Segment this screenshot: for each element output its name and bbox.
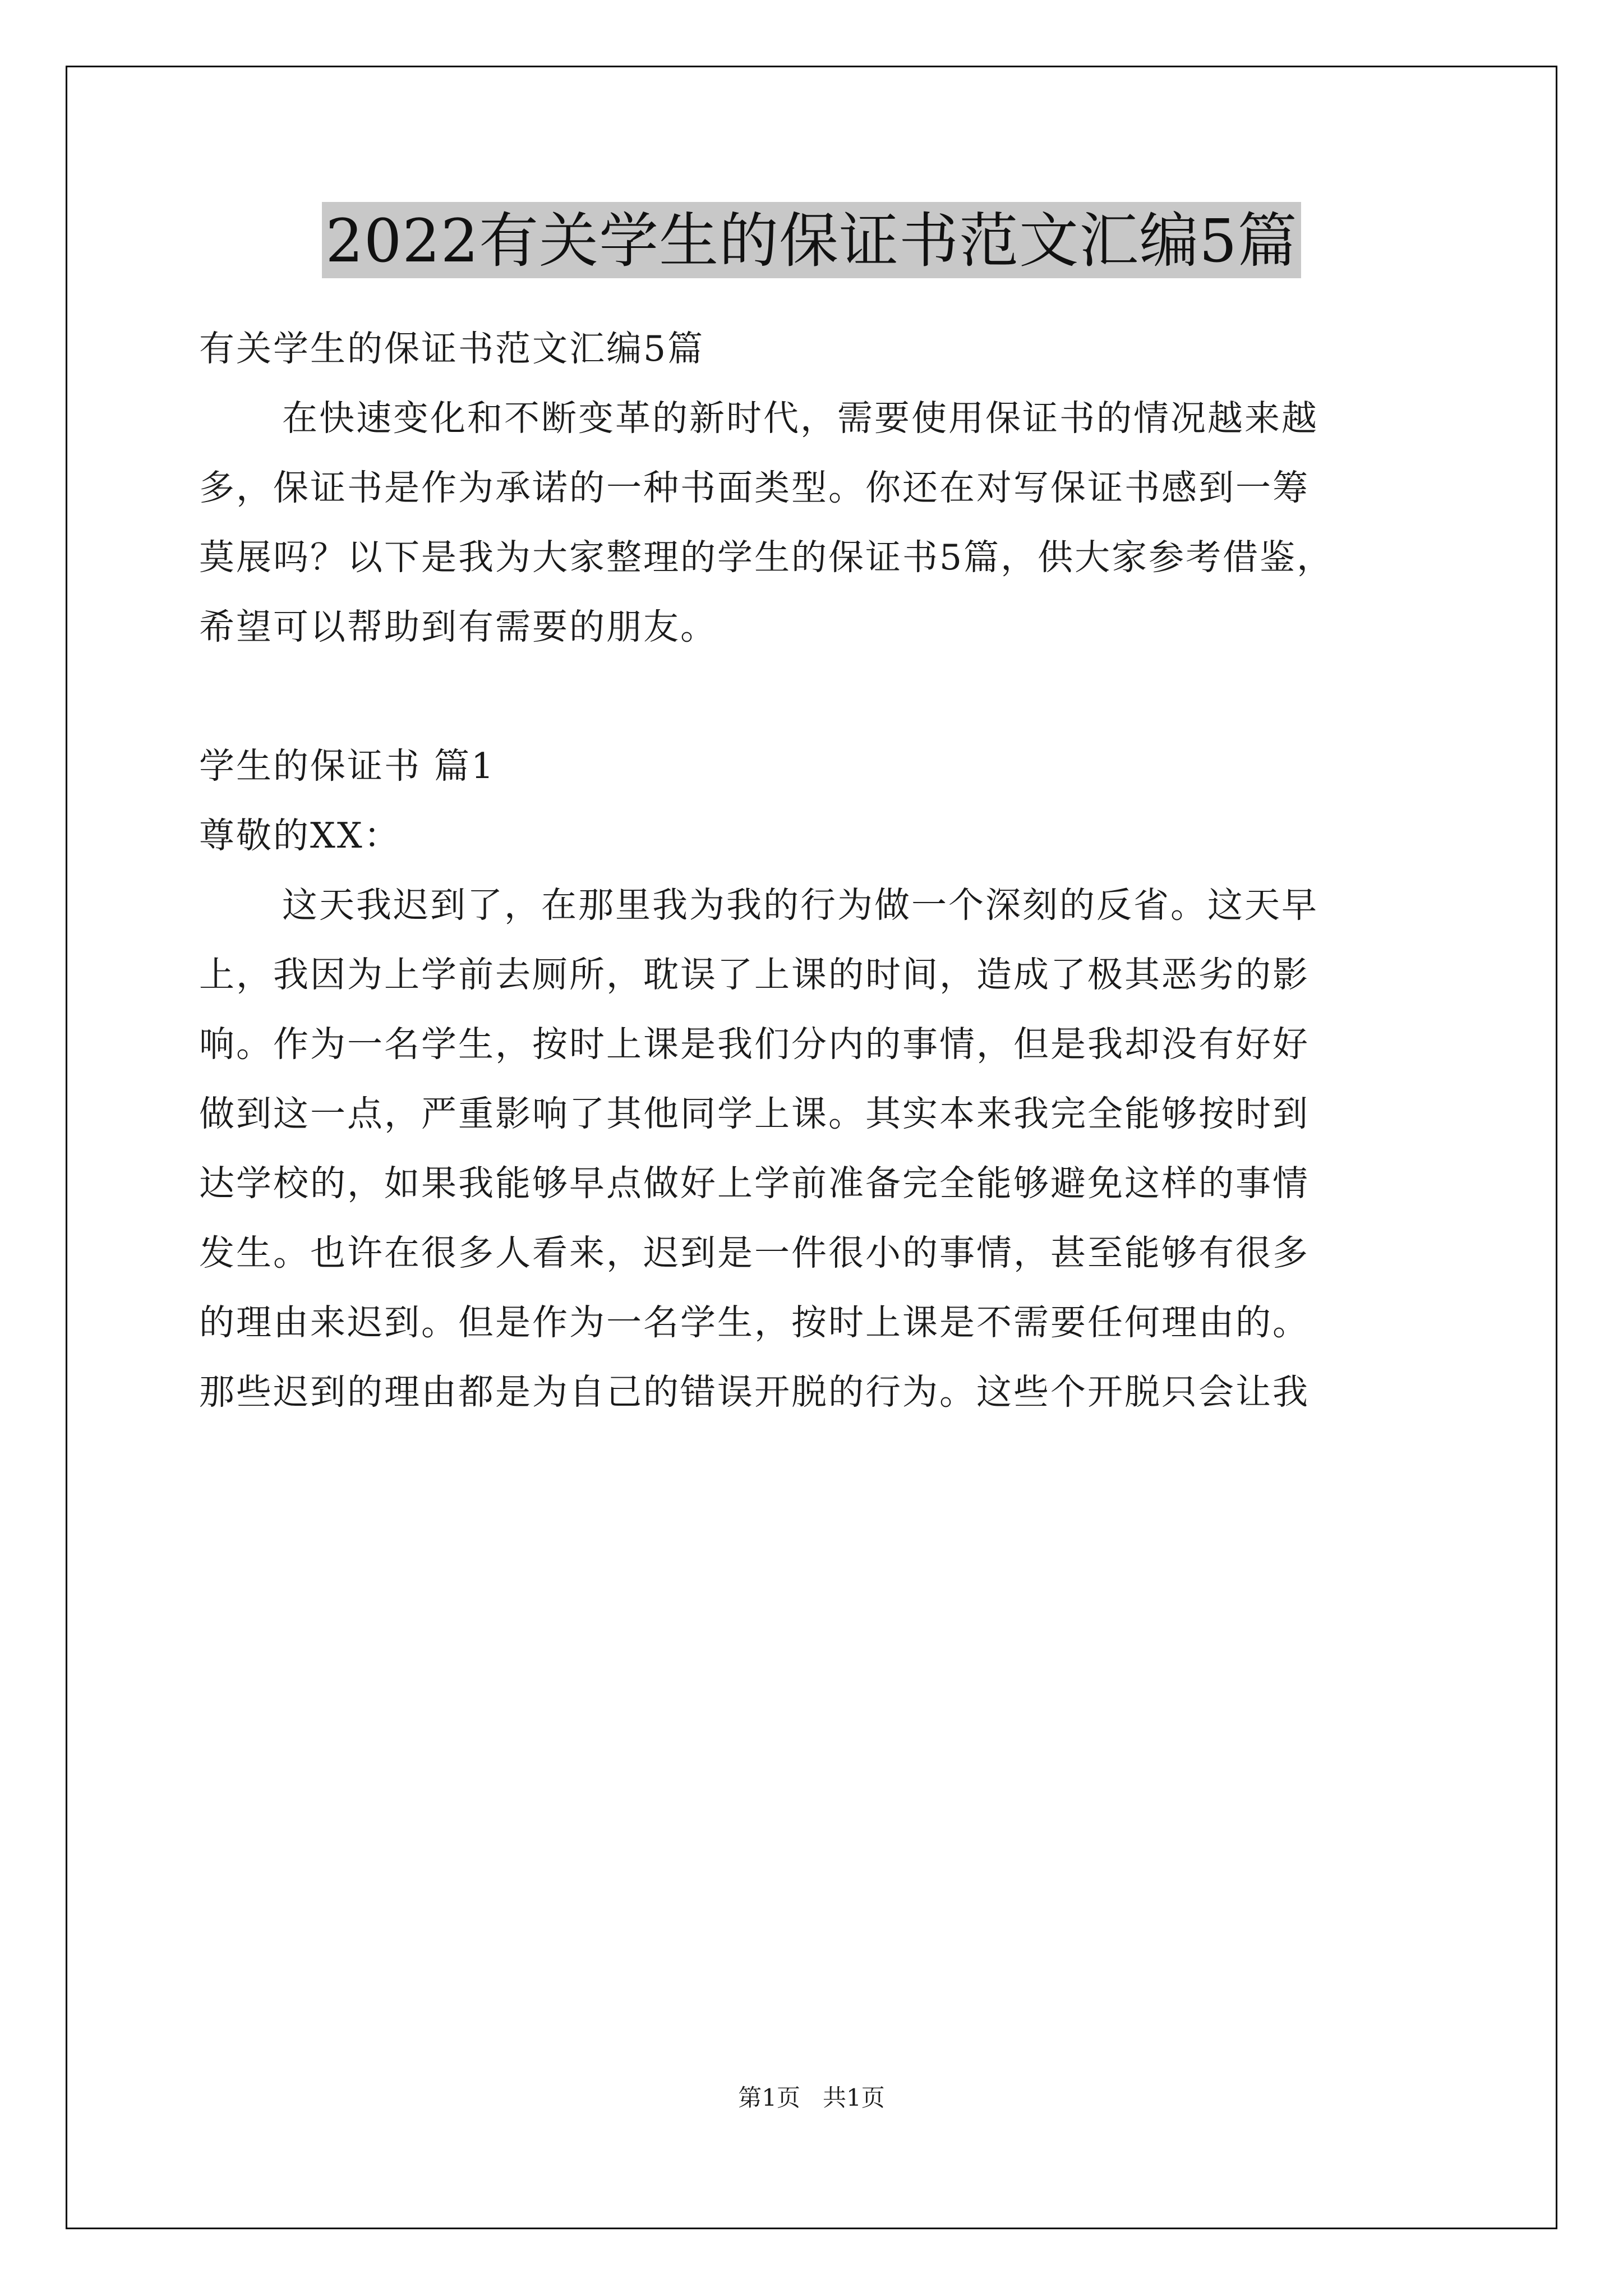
body-paragraph-line: 达学校的，如果我能够早点做好上学前准备完全能够避免这样的事情: [199, 1163, 1310, 1204]
body-paragraph-line: 那些迟到的理由都是为自己的错误开脱的行为。这些个开脱只会让我: [199, 1372, 1310, 1412]
title-container: [0, 202, 1623, 278]
body-paragraph-line: 的理由来迟到。但是作为一名学生，按时上课是不需要任何理由的。: [199, 1302, 1310, 1343]
salutation: 尊敬的XX：: [199, 815, 401, 856]
subtitle: 有关学生的保证书范文汇编5篇: [199, 328, 705, 369]
body-paragraph-line: 这天我迟到了，在那里我为我的行为做一个深刻的反省。这天早: [282, 885, 1318, 926]
intro-paragraph-line: 在快速变化和不断变革的新时代，需要使用保证书的情况越来越: [282, 398, 1318, 439]
section-heading: 学生的保证书 篇1: [199, 746, 496, 786]
document-title: 2022有关学生的保证书范文汇编5篇: [322, 202, 1301, 278]
intro-paragraph-line: 莫展吗？以下是我为大家整理的学生的保证书5篇，供大家参考借鉴，: [199, 537, 1334, 578]
intro-paragraph-line: 希望可以帮助到有需要的朋友。: [199, 606, 717, 647]
page-footer: 第1页 共1页: [738, 2084, 885, 2111]
body-paragraph-line: 上，我因为上学前去厕所，耽误了上课的时间，造成了极其恶劣的影: [199, 954, 1310, 995]
intro-paragraph-line: 多，保证书是作为承诺的一种书面类型。你还在对写保证书感到一筹: [199, 467, 1310, 508]
body-paragraph-line: 做到这一点，严重影响了其他同学上课。其实本来我完全能够按时到: [199, 1093, 1310, 1134]
paragraph-spacer: [199, 662, 1455, 731]
body-paragraph-line: 响。作为一名学生，按时上课是我们分内的事情，但是我却没有好好: [199, 1024, 1310, 1065]
body-paragraph-line: 发生。也许在很多人看来，迟到是一件很小的事情，甚至能够有很多: [199, 1232, 1310, 1273]
document-body: [199, 314, 1455, 1427]
